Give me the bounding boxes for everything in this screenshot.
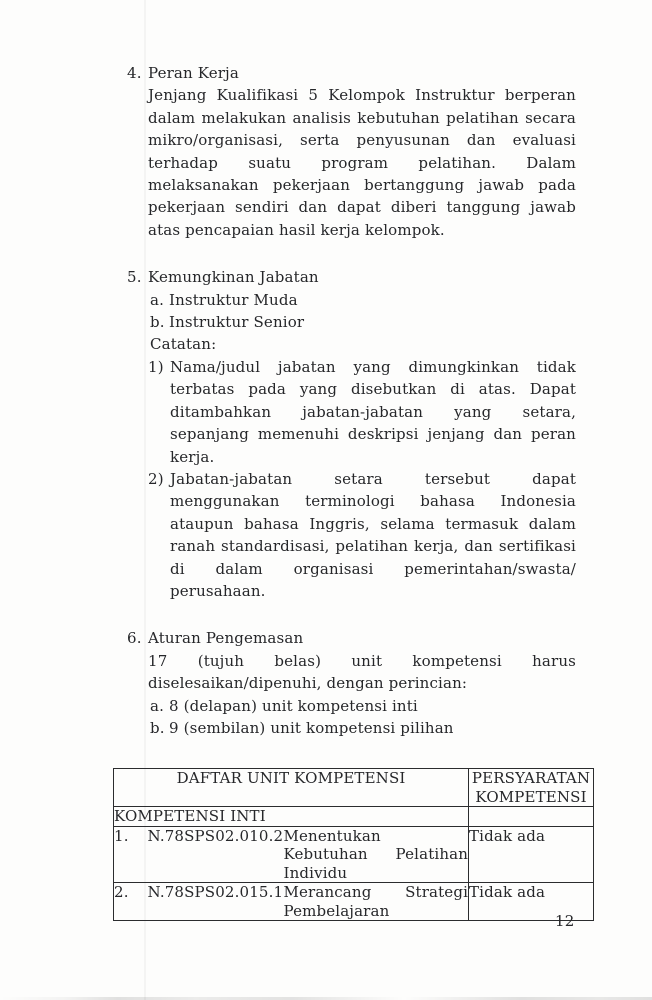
- section-aturan-pengemasan: [127, 627, 576, 739]
- notes-heading: Catatan:: [150, 335, 217, 354]
- unit-code: N.78SPS02.015.1: [147, 883, 284, 902]
- note-text: Jabatan-jabatan setara tersebut dapat menggunakan terminologi bahasa Indonesia ataupun bahasa Inggris, selama termasuk dalam ranah standardisasi, pelatihan kerja, dan sertifikasi di dalam organisasi pemerintahan/swasta/ perusahaan.: [170, 469, 576, 600]
- list-item-text: Instruktur Muda: [169, 290, 298, 309]
- unit-title: Merancang Strategi Pembelajaran: [283, 883, 469, 920]
- section-paragraph: Jenjang Kualifikasi 5 Kelompok Instruktur berperan dalam melakukan analisis kebutuhan pelatihan secara mikro/organisasi, serta penyusunan dan evaluasi terhadap suatu program pelatihan. Dalam melaksanakan pekerjaan bertanggung jawab pada pekerjaan sendiri dan dapat diberi tanggung jawab atas pencapaian hasil kerja kelompok.: [148, 86, 576, 239]
- note-text: Nama/judul jabatan yang dimungkinkan tidak terbatas pada yang disebutkan di atas. Dapat ditambahkan jabatan-jabatan yang setara, sepanjang memenuhi deskripsi jenjang dan peran kerja.: [170, 357, 576, 466]
- list-item-label: a.: [150, 290, 165, 309]
- unit-requirement: Tidak ada: [469, 826, 594, 883]
- list-item-label: b.: [150, 313, 165, 332]
- section-title: Aturan Pengemasan: [148, 629, 304, 648]
- section-number: 4.: [127, 64, 142, 82]
- group-label-kompetensi-inti: KOMPETENSI INTI: [114, 807, 469, 827]
- section-number: 5.: [127, 268, 142, 287]
- note-label: 2): [148, 469, 164, 488]
- list-item: [150, 289, 576, 311]
- section-number: 6.: [127, 629, 142, 648]
- table-row: [114, 883, 594, 921]
- row-number: 1.: [114, 826, 148, 883]
- list-item: [150, 695, 576, 717]
- section-title: Kemungkinan Jabatan: [148, 268, 319, 287]
- note-item: [148, 356, 576, 468]
- section-paragraph: 17 (tujuh belas) unit kompetensi harus diselesaikan/dipenuhi, dengan perincian:: [148, 651, 576, 693]
- list-item-label: b.: [150, 718, 165, 737]
- note-label: 1): [148, 357, 164, 376]
- table-row: [114, 826, 594, 883]
- row-number: 2.: [114, 883, 129, 902]
- table-header-daftar-unit: DAFTAR UNIT KOMPETENSI: [114, 769, 469, 807]
- unit-title: Menentukan Kebutuhan Pelatihan Individu: [283, 826, 469, 882]
- note-item: [148, 468, 576, 602]
- list-item-text: 9 (sembilan) unit kompetensi pilihan: [169, 718, 454, 737]
- empty-cell: [469, 807, 594, 827]
- list-item-text: Instruktur Senior: [169, 313, 305, 332]
- section-kemungkinan-jabatan: [127, 266, 576, 602]
- list-item-label: a.: [150, 696, 165, 715]
- page-number: 12: [555, 912, 575, 930]
- section-peran-kerja: [127, 62, 576, 241]
- table-header-row: [114, 769, 594, 807]
- list-item: [150, 717, 576, 739]
- competency-table: [113, 768, 594, 921]
- unit-code: N.78SPS02.010.2: [148, 826, 284, 883]
- table-header-persyaratan: PERSYARATAN KOMPETENSI: [469, 769, 594, 807]
- section-title: Peran Kerja: [148, 64, 239, 82]
- document-content: [114, 62, 591, 921]
- list-item-text: 8 (delapan) unit kompetensi inti: [169, 696, 418, 715]
- unit-requirement: Tidak ada: [469, 883, 594, 921]
- list-item: [150, 311, 576, 333]
- table-group-row: [114, 807, 594, 827]
